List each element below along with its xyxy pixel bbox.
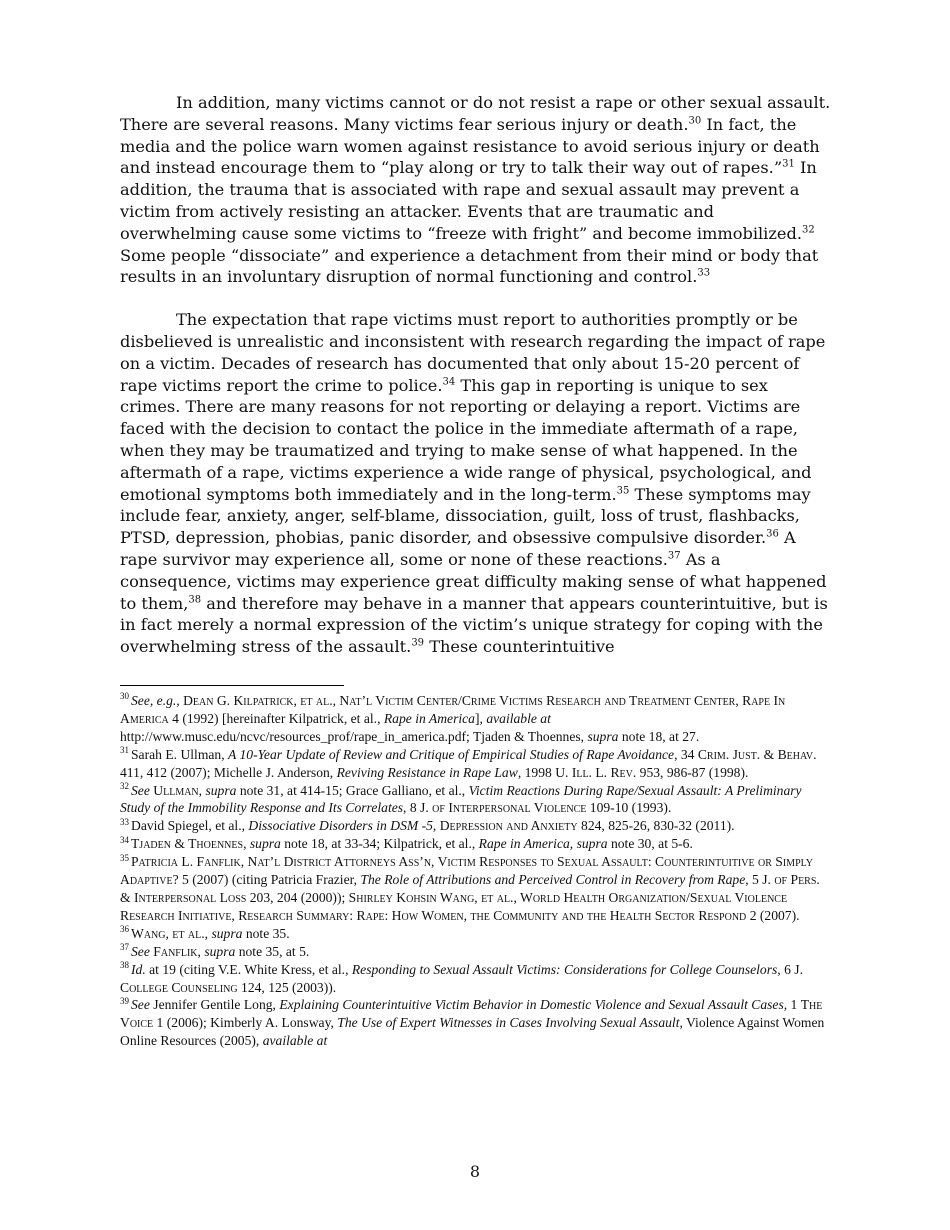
footnote-ref: 39 bbox=[411, 637, 425, 649]
text-run: 1 bbox=[787, 997, 801, 1013]
text-run: , 1998 bbox=[517, 764, 556, 780]
italic-text: supra bbox=[249, 836, 281, 852]
footnote bbox=[120, 817, 832, 835]
text-run: 411, 412 (2007); Michelle J. Anderson, bbox=[120, 764, 337, 780]
footnote-number: 39 bbox=[120, 995, 129, 1006]
italic-text: The Use of Expert Witnesses in Cases Involving Sexual Assault bbox=[337, 1015, 680, 1031]
footnote bbox=[120, 746, 832, 782]
small-caps-text: The Voice bbox=[120, 997, 823, 1031]
footnote bbox=[120, 961, 832, 997]
footnote-number: 34 bbox=[120, 834, 129, 845]
footnote-ref: 36 bbox=[766, 528, 779, 540]
text-run: ], bbox=[474, 710, 487, 726]
small-caps-text: Crim. Just. & Behav. bbox=[697, 746, 817, 762]
footnote bbox=[120, 925, 832, 943]
text-run: 109-10 (1993). bbox=[586, 800, 672, 816]
footnote bbox=[120, 853, 832, 925]
text-run: These counterintuitive bbox=[424, 637, 615, 657]
small-caps-text: Tjaden & Thoennes bbox=[131, 836, 244, 852]
italic-text: available at bbox=[262, 1033, 328, 1049]
italic-text: See bbox=[131, 943, 150, 959]
small-caps-text: Wang, et al. bbox=[131, 925, 205, 941]
italic-text: A 10-Year Update of Review and Critique of Empirical Studies of Rape Avoidance bbox=[228, 746, 675, 762]
text-run: These symptoms may include fear, anxiety, anger, self-blame, dissociation, guilt, loss of trust, flashbacks, PTSD, depression, phobias, panic disorder, and obsessive compulsive disorder. bbox=[120, 484, 811, 548]
text-run: The expectation that rape victims must report to authorities promptly or be disbelieved is unrealistic and inconsistent with research regarding the impact of rape on a victim. Decades of research has documented that only about 15-20 percent of rape victims report the crime to police. bbox=[120, 310, 826, 395]
text-run: 4 (1992) [hereinafter Kilpatrick, et al., bbox=[168, 710, 384, 726]
text-run: , bbox=[198, 782, 206, 798]
small-caps-text: J. of Pers. & Interpersonal Loss bbox=[120, 872, 820, 905]
footnote bbox=[120, 692, 832, 746]
text-run: In addition, many victims cannot or do not resist a rape or other sexual assault. There are several reasons. Many victims fear serious injury or death. bbox=[120, 93, 831, 134]
text-run: 824, 825-26, 830-32 (2011). bbox=[577, 818, 735, 834]
footnote bbox=[120, 782, 832, 818]
italic-text: Reviving Resistance in Rape Law bbox=[336, 764, 518, 780]
text-run: This gap in reporting is unique to sex crimes. There are many reasons for not reporting or delaying a report. Victims are faced with the decision to contact the police in the immediate aftermath of a rape, when they may be traumatized and trying to make sense of what happened. In the aftermath of a rape, victims experience a wide range of physical, psychological, and emotional symptoms both immediately and in the long-term. bbox=[120, 375, 812, 504]
footnote-divider bbox=[120, 685, 344, 686]
footnote-number: 37 bbox=[120, 942, 129, 953]
small-caps-text: Patricia L. Fanflik, Nat’l District Attorneys Ass’n, Victim Responses to Sexual Assault: Counterintuitive or Simply Adaptive? bbox=[120, 854, 813, 888]
footnote-number: 35 bbox=[120, 852, 129, 863]
italic-text: supra bbox=[587, 728, 619, 744]
italic-text: Id. bbox=[131, 961, 146, 977]
text-run: 5 (2007) (citing Patricia Frazier, bbox=[178, 872, 361, 888]
text-run: 203, 204 (2000)); bbox=[246, 889, 349, 905]
small-caps-text: Dean G. Kilpatrick, et al., Nat’l Victim Center/Crime Victims Research and Treatment Center, Rape In America bbox=[120, 693, 786, 726]
footnote-ref: 35 bbox=[616, 485, 630, 497]
text-run: , 5 bbox=[745, 872, 763, 888]
italic-text: Rape in America bbox=[478, 836, 570, 852]
text-run: note 18, at 33-34; Kilpatrick, et al., bbox=[280, 836, 479, 852]
text-run: A rape survivor may experience all, some or none of these reactions. bbox=[120, 528, 796, 569]
footnote-ref: 32 bbox=[801, 224, 815, 236]
text-run: , bbox=[243, 836, 250, 852]
footnote bbox=[120, 943, 832, 961]
text-run: David Spiegel, et al., bbox=[131, 818, 249, 834]
text-run: , 8 bbox=[403, 800, 421, 816]
footnote-number: 31 bbox=[120, 745, 129, 756]
text-run: , 6 bbox=[777, 961, 795, 977]
footnote-number: 30 bbox=[120, 691, 129, 702]
text-run: 953, 986-87 (1998). bbox=[636, 764, 749, 780]
text-run: note 31, at 414-15; Grace Galliano, et al., bbox=[236, 782, 469, 798]
footnote-ref: 38 bbox=[188, 594, 202, 606]
small-caps-text: Depression and Anxiety bbox=[439, 818, 578, 834]
text-run: 124, 125 (2003)). bbox=[237, 979, 337, 995]
italic-text: Explaining Counterintuitive Victim Behavior in Domestic Violence and Sexual Assault Cases, bbox=[279, 997, 788, 1013]
text-run: Jennifer Gentile Long, bbox=[149, 997, 280, 1013]
text-run: note 35, at 5. bbox=[235, 943, 310, 959]
text-run: 2 (2007). bbox=[746, 907, 800, 923]
text-run: , bbox=[204, 925, 212, 941]
footnotes bbox=[120, 692, 832, 1050]
footnote-number: 36 bbox=[120, 924, 129, 935]
italic-text: supra bbox=[204, 943, 236, 959]
footnote-ref: 34 bbox=[442, 376, 456, 388]
small-caps-text: Shirley Kohsin Wang, et al., World Health Organization/Sexual Violence Research Initiative, Research Summary: Rape: How Women, the Community and the Health Sector Respond bbox=[120, 889, 788, 923]
italic-text: supra bbox=[205, 782, 237, 798]
small-caps-text: J. of Interpersonal Violence bbox=[420, 800, 587, 816]
small-caps-text: Fanflik bbox=[153, 943, 198, 959]
italic-text: The Role of Attributions and Perceived Control in Recovery from Rape bbox=[360, 872, 746, 888]
text-run: , bbox=[432, 818, 440, 834]
body-text bbox=[120, 92, 832, 658]
italic-text: See, e.g., bbox=[131, 693, 180, 708]
page-number: 8 bbox=[469, 1162, 481, 1181]
footnote-ref: 37 bbox=[667, 550, 681, 562]
footnote bbox=[120, 835, 832, 853]
italic-text: See bbox=[131, 997, 150, 1013]
italic-text: supra bbox=[211, 925, 243, 941]
text-run: note 35. bbox=[242, 925, 290, 941]
italic-text: available at bbox=[486, 710, 551, 726]
italic-text: Rape in America bbox=[383, 710, 475, 726]
footnote-ref: 33 bbox=[697, 267, 711, 279]
text-run: http://www.musc.edu/ncvc/resources_prof/rape_in_america.pdf; Tjaden & Thoennes, bbox=[120, 728, 588, 744]
italic-text: See bbox=[131, 782, 150, 798]
footnote-ref: 30 bbox=[688, 115, 702, 127]
italic-text: Responding to Sexual Assault Victims: Considerations for College Counselors bbox=[351, 961, 778, 977]
text-run: , 34 bbox=[674, 746, 698, 762]
text-run: at 19 (citing V.E. White Kress, et al., bbox=[145, 961, 352, 977]
small-caps-text: Ullman bbox=[153, 782, 199, 798]
footnote-number: 32 bbox=[120, 781, 129, 791]
text-run: In fact, the media and the police warn women against resistance to avoid serious injury or death and instead encourage them to “play along or try to talk their way out of rapes.” bbox=[120, 114, 820, 178]
text-run: note 18, at 27. bbox=[618, 728, 700, 744]
italic-text: Victim Reactions During Rape/Sexual Assault: A Preliminary Study of the Immobility Response and Its Correlates bbox=[120, 782, 802, 816]
text-run: Sarah E. Ullman, bbox=[131, 746, 229, 762]
text-run: 1 (2006); Kimberly A. Lonsway, bbox=[153, 1015, 338, 1031]
italic-text: supra bbox=[576, 836, 608, 852]
text-run: As a consequence, victims may experience great difficulty making sense of what happened to them, bbox=[120, 549, 827, 613]
text-run: , bbox=[197, 943, 205, 959]
text-run: In addition, the trauma that is associated with rape and sexual assault may prevent a victim from actively resisting an attacker. Events that are traumatic and overwhelming cause some victims to “freeze with fright” and become immobilized. bbox=[120, 158, 817, 243]
small-caps-text: J. College Counseling bbox=[120, 961, 803, 995]
footnote-ref: 31 bbox=[782, 159, 795, 170]
footnote-number: 38 bbox=[120, 960, 129, 971]
text-run: , bbox=[569, 836, 577, 852]
footnote-number: 33 bbox=[120, 816, 129, 827]
italic-text: Dissociative Disorders in DSM -5 bbox=[248, 818, 433, 834]
small-caps-text: U. Ill. L. Rev. bbox=[555, 764, 637, 780]
paragraph-resistance bbox=[120, 92, 832, 288]
paragraph-reporting bbox=[120, 309, 832, 658]
text-run: note 30, at 5-6. bbox=[607, 836, 693, 852]
text-run: and therefore may behave in a manner that appears counterintuitive, but is in fact merely a normal expression of the victim’s unique strategy for coping with the overwhelming stress of the assault. bbox=[120, 593, 828, 657]
text-run: Some people “dissociate” and experience a detachment from their mind or body that results in an involuntary disruption of normal functioning and control. bbox=[120, 245, 819, 287]
footnote bbox=[120, 996, 832, 1050]
text-run: , Violence Against Women Online Resources (2005), bbox=[120, 1015, 825, 1049]
